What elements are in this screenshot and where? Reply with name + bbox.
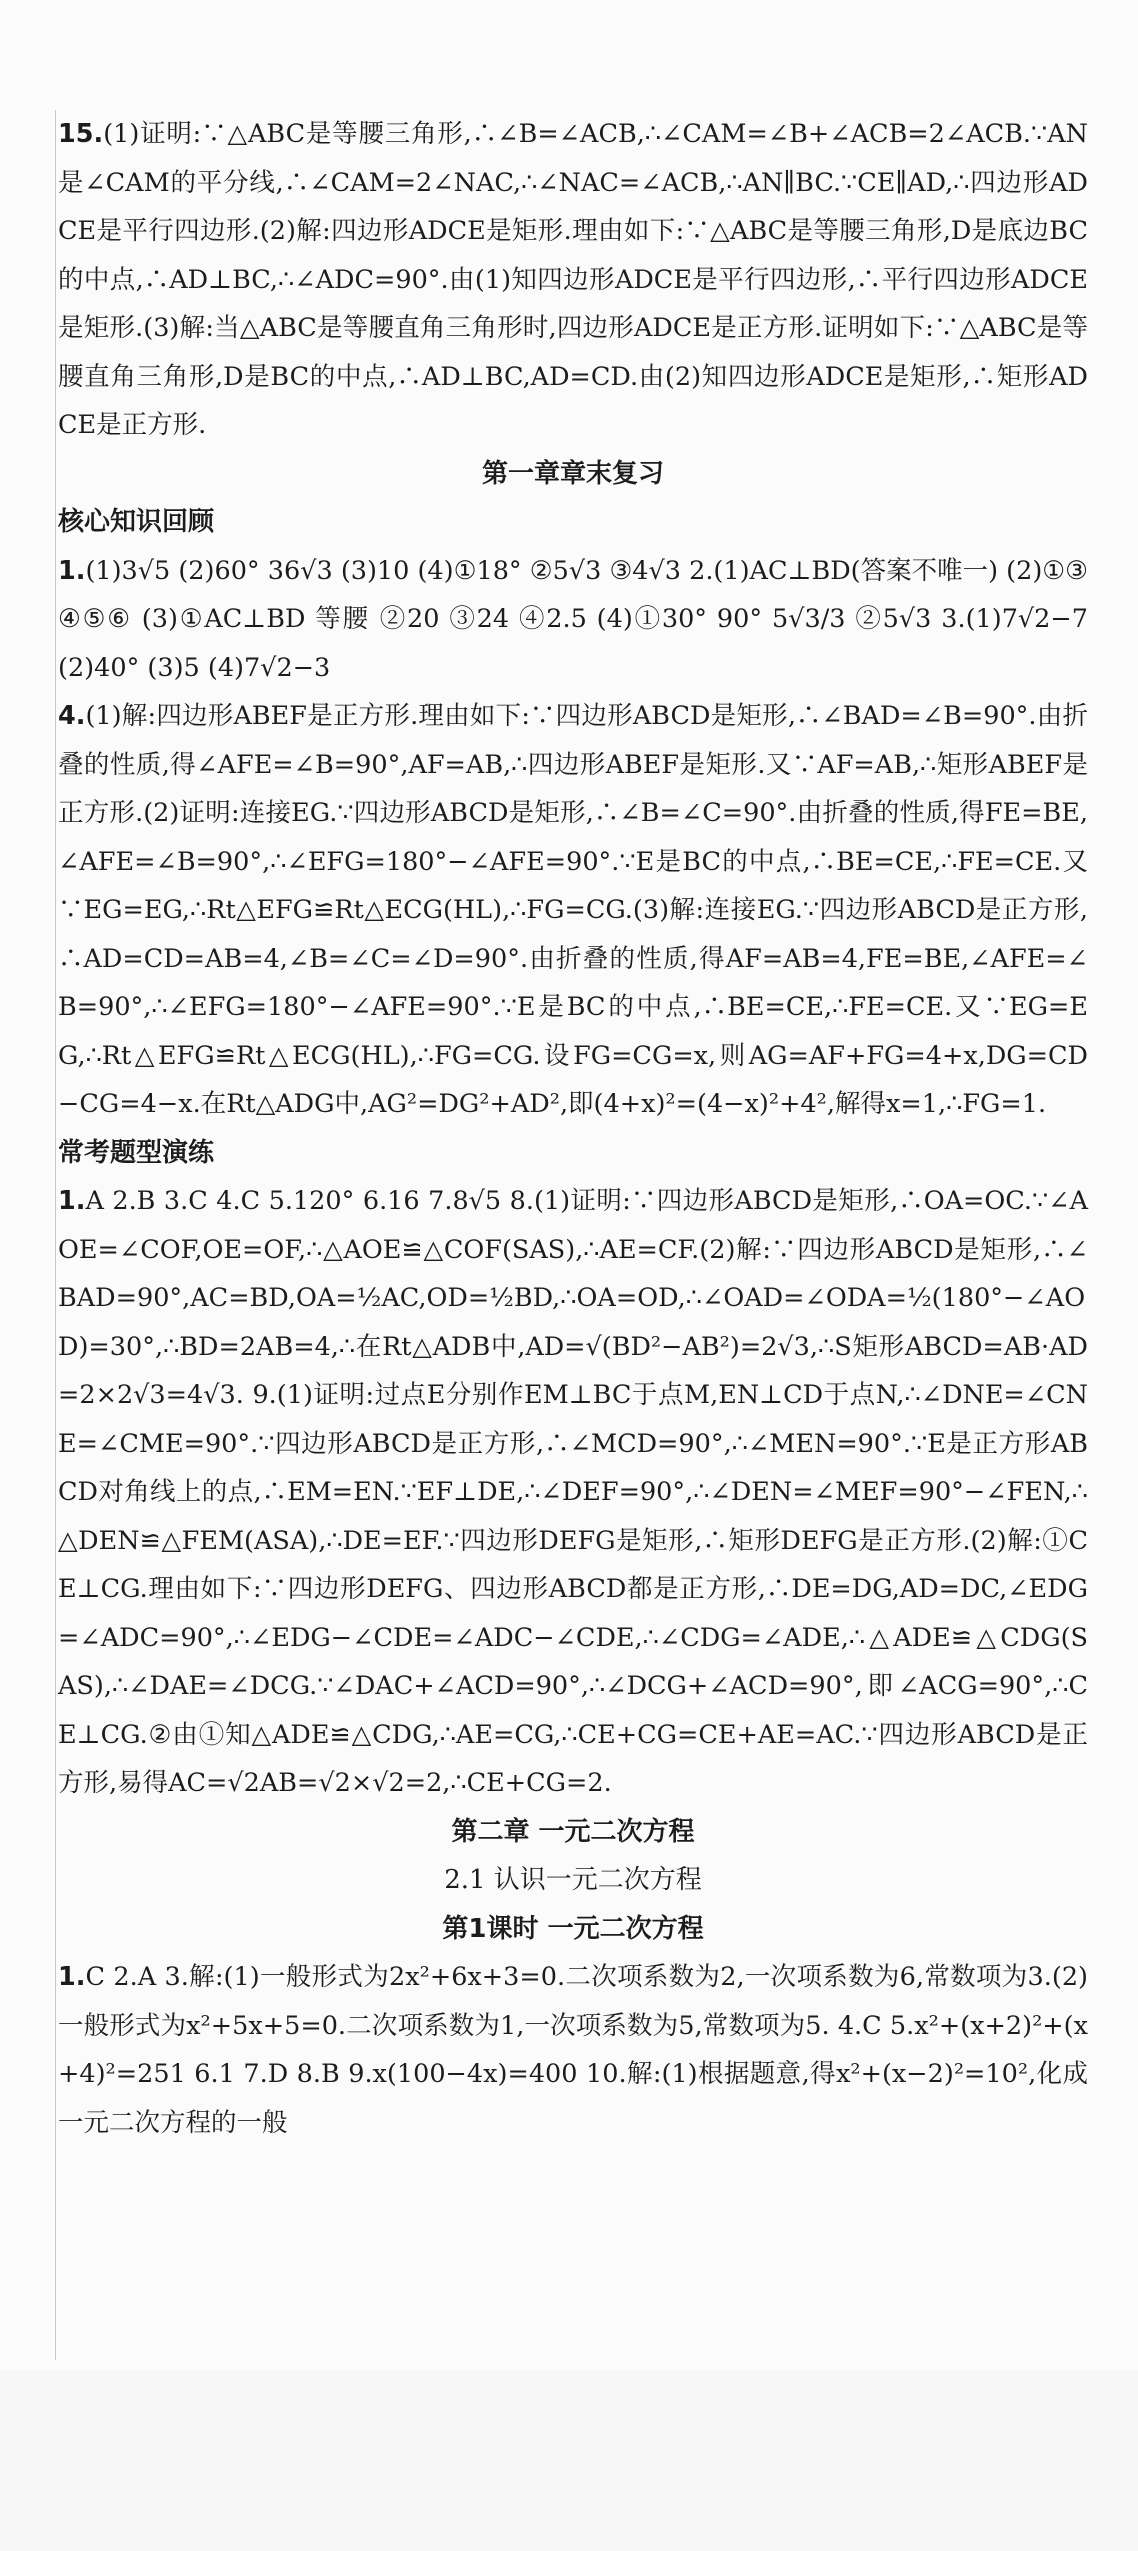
- margin-rule: [55, 110, 56, 2360]
- section-core-knowledge: 核心知识回顾: [58, 507, 215, 537]
- answer-text: C 2.A 3.解:(1)一般形式为2x²+6x+3=0.二次项系数为2,一次项系数为6,常数项为3.(2)一般形式为x²+5x+5=0.二次项系数为1,一次项系数为5,常数项为5. 4.C 5.x²+(x+2)²+(x+4)²=251 6.1 7.D 8.B 9.x(100−4x)=400 10.解:(1)根据题意,得x²+(x−2)²=10²,化成一元二次方程的一般: [58, 1962, 1088, 2138]
- lesson-1-answers: [58, 1953, 1088, 2147]
- question-number: 15.: [58, 119, 104, 149]
- practice-answers: [58, 1177, 1088, 1808]
- chapter-review-title: 第一章章末复习: [481, 458, 664, 489]
- core-answer-4: [58, 692, 1088, 1129]
- answer-text: (1)证明:∵△ABC是等腰三角形,∴∠B=∠ACB,∴∠CAM=∠B+∠ACB=2∠ACB.∵AN是∠CAM的平分线,∴∠CAM=2∠NAC,∴∠NAC=∠ACB,∴AN∥BC.∵CE∥AD,∴四边形ADCE是平行四边形.(2)解:四边形ADCE是矩形.理由如下:∵△ABC是等腰三角形,D是底边BC的中点,∴AD⊥BC,∴∠ADC=90°.由(1)知四边形ADCE是平行四边形,∴平行四边形ADCE是矩形.(3)解:当△ABC是等腰直角三角形时,四边形ADCE是正方形.证明如下:∵△ABC是等腰直角三角形,D是BC的中点,∴AD⊥BC,AD=CD.由(2)知四边形ADCE是矩形,∴矩形ADCE是正方形.: [58, 119, 1088, 440]
- answer-15: [58, 110, 1088, 450]
- section-common-problems: 常考题型演练: [58, 1137, 215, 1168]
- section-2-1-title: 2.1 认识一元二次方程: [444, 1865, 702, 1895]
- answer-text: (1)解:四边形ABEF是正方形.理由如下:∵四边形ABCD是矩形,∴∠BAD=∠B=90°.由折叠的性质,得∠AFE=∠B=90°,AF=AB,∴四边形ABEF是矩形.又∵AF=AB,∴矩形ABEF是正方形.(2)证明:连接EG.∵四边形ABCD是矩形,∴∠B=∠C=90°.由折叠的性质,得FE=BE,∠AFE=∠B=90°,∴∠EFG=180°−∠AFE=90°.∵E是BC的中点,∴BE=CE,∴FE=CE.又∵EG=EG,∴Rt△EFG≌Rt△ECG(HL),∴FG=CG.(3)解:连接EG.∵四边形ABCD是正方形,∴AD=CD=AB=4,∠B=∠C=∠D=90°.由折叠的性质,得AF=AB=4,FE=BE,∠AFE=∠B=90°,∴∠EFG=180°−∠AFE=90°.∵E是BC的中点,∴BE=CE,∴FE=CE.又∵EG=EG,∴Rt△EFG≌Rt△ECG(HL),∴FG=CG.设FG=CG=x,则AG=AF+FG=4+x,DG=CD−CG=4−x.在Rt△ADG中,AG²=DG²+AD²,即(4+x)²=(4−x)²+4²,解得x=1,∴FG=1.: [58, 701, 1088, 1119]
- question-number: 4.: [58, 701, 86, 731]
- lesson-1-title: 第1课时 一元二次方程: [442, 1913, 704, 1944]
- answer-content: [58, 110, 1088, 2147]
- blank-footer: [0, 2370, 1138, 2551]
- question-number: 1.: [58, 1186, 86, 1216]
- core-answers-1-3: [58, 547, 1088, 693]
- chapter-2-title: 第二章 一元二次方程: [451, 1816, 695, 1847]
- question-number: 1.: [58, 1962, 86, 1992]
- question-number: 1.: [58, 555, 86, 586]
- answer-text: (1)3√5 (2)60° 36√3 (3)10 (4)①18° ②5√3 ③4√3 2.(1)AC⊥BD(答案不唯一) (2)①③④⑤⑥ (3)①AC⊥BD 等腰 ②20 ③24 ④2.5 (4)①30° 90° 5√3/3 ②5√3 3.(1)7√2−7 (2)40° (3)5 (4)7√2−3: [58, 555, 1088, 683]
- answer-text: A 2.B 3.C 4.C 5.120° 6.16 7.8√5 8.(1)证明:∵四边形ABCD是矩形,∴OA=OC.∵∠AOE=∠COF,OE=OF,∴△AOE≌△COF(SAS),∴AE=CF.(2)解:∵四边形ABCD是矩形,∴∠BAD=90°,AC=BD,OA=½AC,OD=½BD,∴OA=OD,∴∠OAD=∠ODA=½(180°−∠AOD)=30°,∴BD=2AB=4,∴在Rt△ADB中,AD=√(BD²−AB²)=2√3,∴S矩形ABCD=AB·AD=2×2√3=4√3. 9.(1)证明:过点E分别作EM⊥BC于点M,EN⊥CD于点N,∴∠DNE=∠CNE=∠CME=90°.∵四边形ABCD是正方形,∴∠MCD=90°,∴∠MEN=90°.∵E是正方形ABCD对角线上的点,∴EM=EN.∵EF⊥DE,∴∠DEF=90°,∴∠DEN=∠MEF=90°−∠FEN,∴△DEN≌△FEM(ASA),∴DE=EF.∵四边形DEFG是矩形,∴矩形DEFG是正方形.(2)解:①CE⊥CG.理由如下:∵四边形DEFG、四边形ABCD都是正方形,∴DE=DG,AD=DC,∠EDG=∠ADC=90°,∴∠EDG−∠CDE=∠ADC−∠CDE,∴∠CDG=∠ADE,∴△ADE≌△CDG(SAS),∴∠DAE=∠DCG.∵∠DAC+∠ACD=90°,∴∠DCG+∠ACD=90°,即∠ACG=90°,∴CE⊥CG.②由①知△ADE≌△CDG,∴AE=CG,∴CE+CG=CE+AE=AC.∵四边形ABCD是正方形,易得AC=√2AB=√2×√2=2,∴CE+CG=2.: [58, 1186, 1088, 1798]
